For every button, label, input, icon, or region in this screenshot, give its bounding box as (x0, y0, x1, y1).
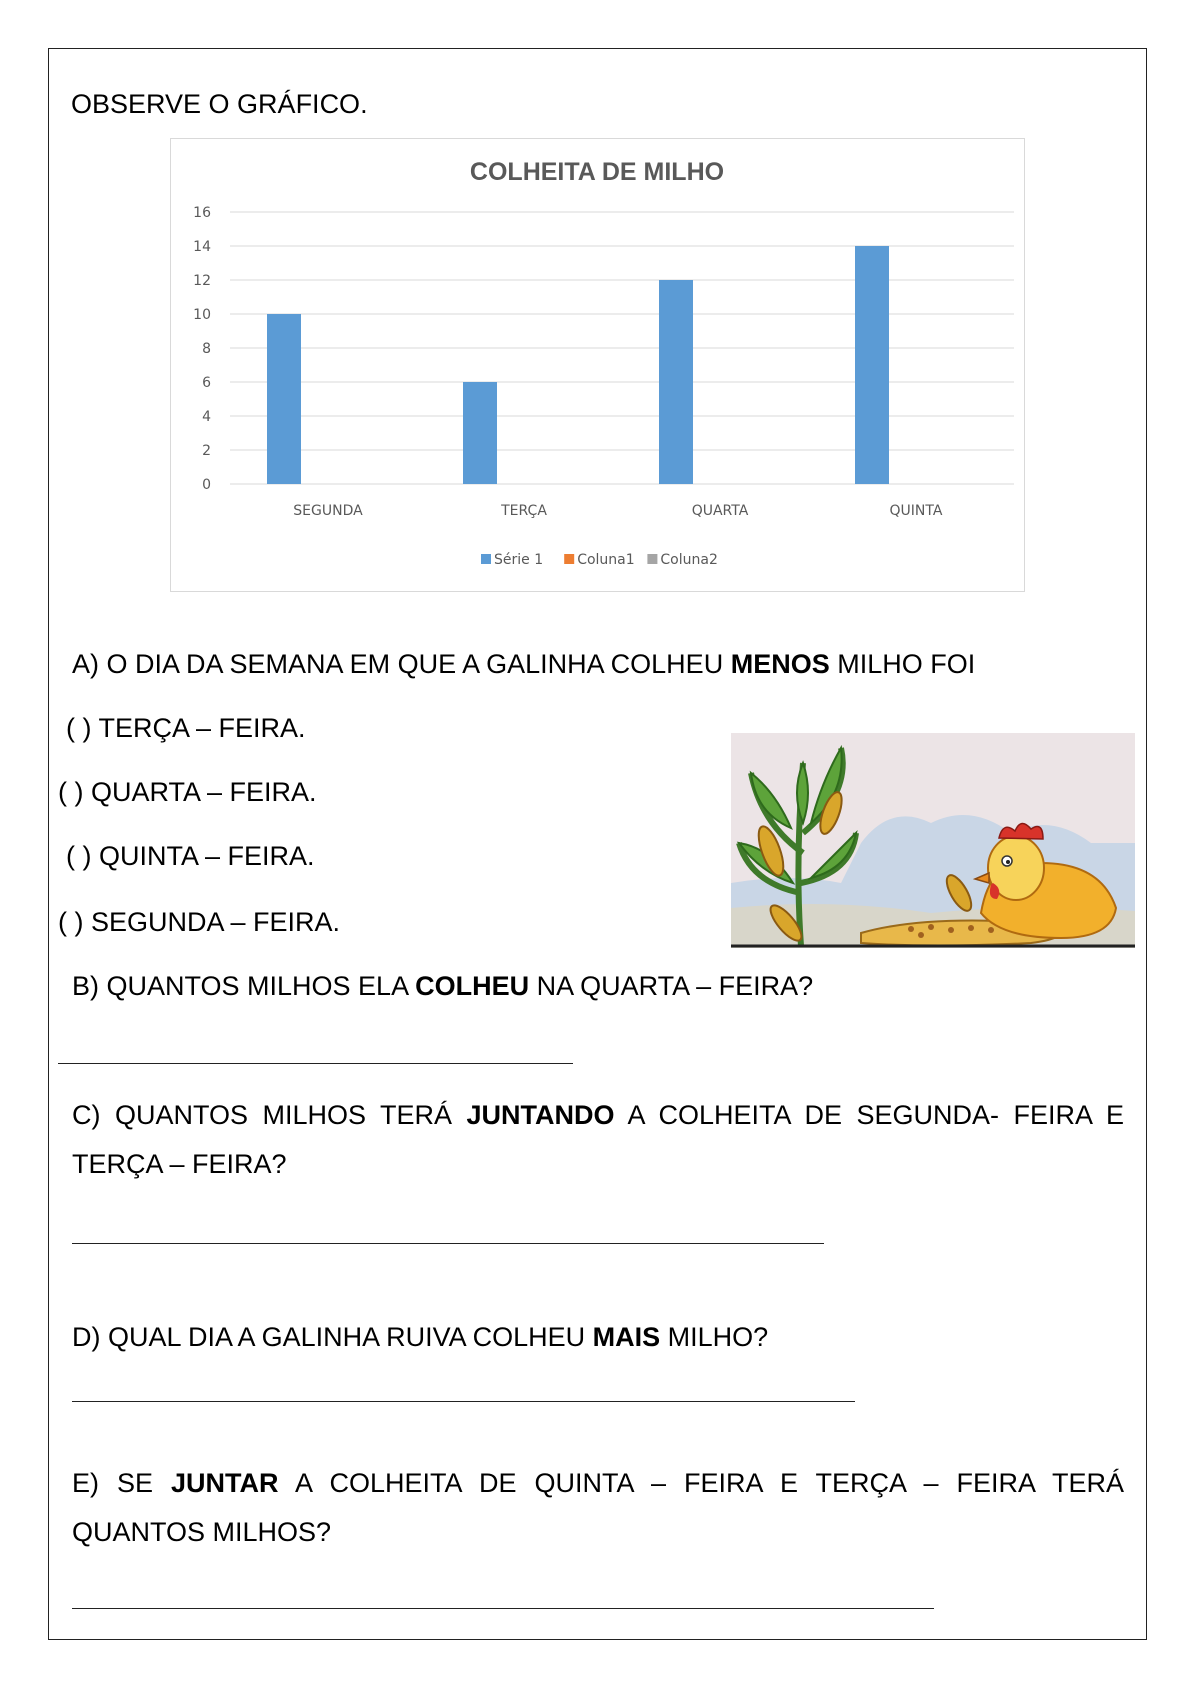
question-e-text-end: A COLHEITA DE QUINTA – FEIRA E TERÇA – FEIRA TERÁ QUANTOS MILHOS? (72, 1468, 1124, 1547)
legend-label: Coluna1 (577, 552, 635, 568)
answer-line-c[interactable] (72, 1243, 824, 1244)
chart-svg (171, 139, 1023, 590)
question-d-text-end: MILHO? (660, 1322, 769, 1352)
legend-swatch (564, 554, 574, 564)
question-c-text: C) QUANTOS MILHOS TERÁ (72, 1100, 467, 1130)
bar-quarta (659, 280, 693, 484)
y-tick-label: 16 (193, 205, 211, 221)
option-quinta[interactable]: ( ) QUINTA – FEIRA. (66, 841, 315, 871)
answer-line-b[interactable] (58, 1063, 573, 1064)
question-a-text: A) O DIA DA SEMANA EM QUE A GALINHA COLHEU (72, 649, 731, 679)
question-a-text-end: MILHO FOI (829, 649, 976, 679)
question-b (72, 970, 813, 1002)
question-e-bold: JUNTAR (170, 1468, 279, 1498)
question-a-bold: MENOS (730, 649, 830, 679)
question-d-bold: MAIS (592, 1322, 661, 1352)
legend-swatch (647, 554, 657, 564)
x-tick-label: QUINTA (889, 503, 943, 519)
chart (170, 138, 1025, 592)
question-d-text: D) QUAL DIA A GALINHA RUIVA COLHEU (72, 1322, 593, 1352)
legend-label: Série 1 (494, 552, 544, 568)
y-tick-label: 8 (202, 341, 211, 357)
question-c-text-end: A COLHEITA DE SEGUNDA- FEIRA E TERÇA – FEIRA? (72, 1100, 1124, 1179)
question-c (72, 1091, 1124, 1189)
legend-swatch (481, 554, 491, 564)
legend-label: Coluna2 (660, 552, 718, 568)
answer-line-e[interactable] (72, 1608, 934, 1609)
question-b-bold: COLHEU (415, 971, 530, 1001)
y-tick-label: 6 (202, 375, 211, 391)
hen-corn-illustration (731, 733, 1135, 948)
option-segunda[interactable]: ( ) SEGUNDA – FEIRA. (58, 907, 341, 937)
y-tick-label: 0 (202, 477, 211, 493)
option-quarta[interactable]: ( ) QUARTA – FEIRA. (58, 777, 317, 807)
question-e-text: E) SE (72, 1468, 171, 1498)
option-terca[interactable]: ( ) TERÇA – FEIRA. (66, 713, 306, 743)
y-tick-label: 14 (193, 239, 211, 255)
question-a (72, 648, 975, 680)
answer-line-d[interactable] (72, 1401, 855, 1402)
question-b-text: B) QUANTOS MILHOS ELA (72, 971, 416, 1001)
x-tick-label: SEGUNDA (293, 503, 363, 519)
bar-segunda (267, 314, 301, 484)
x-tick-label: QUARTA (691, 503, 749, 519)
question-b-text-end: NA QUARTA – FEIRA? (529, 971, 814, 1001)
bar-terça (463, 382, 497, 484)
x-tick-label: TERÇA (501, 503, 547, 519)
question-d (72, 1321, 768, 1353)
y-tick-label: 12 (193, 273, 211, 289)
question-c-bold: JUNTANDO (466, 1100, 615, 1130)
question-e (72, 1459, 1124, 1557)
bar-quinta (855, 246, 889, 484)
y-tick-label: 10 (193, 307, 211, 323)
y-tick-label: 4 (202, 409, 211, 425)
heading: OBSERVE O GRÁFICO. (71, 89, 368, 119)
y-tick-label: 2 (202, 443, 211, 459)
chart-title: COLHEITA DE MILHO (469, 158, 725, 186)
